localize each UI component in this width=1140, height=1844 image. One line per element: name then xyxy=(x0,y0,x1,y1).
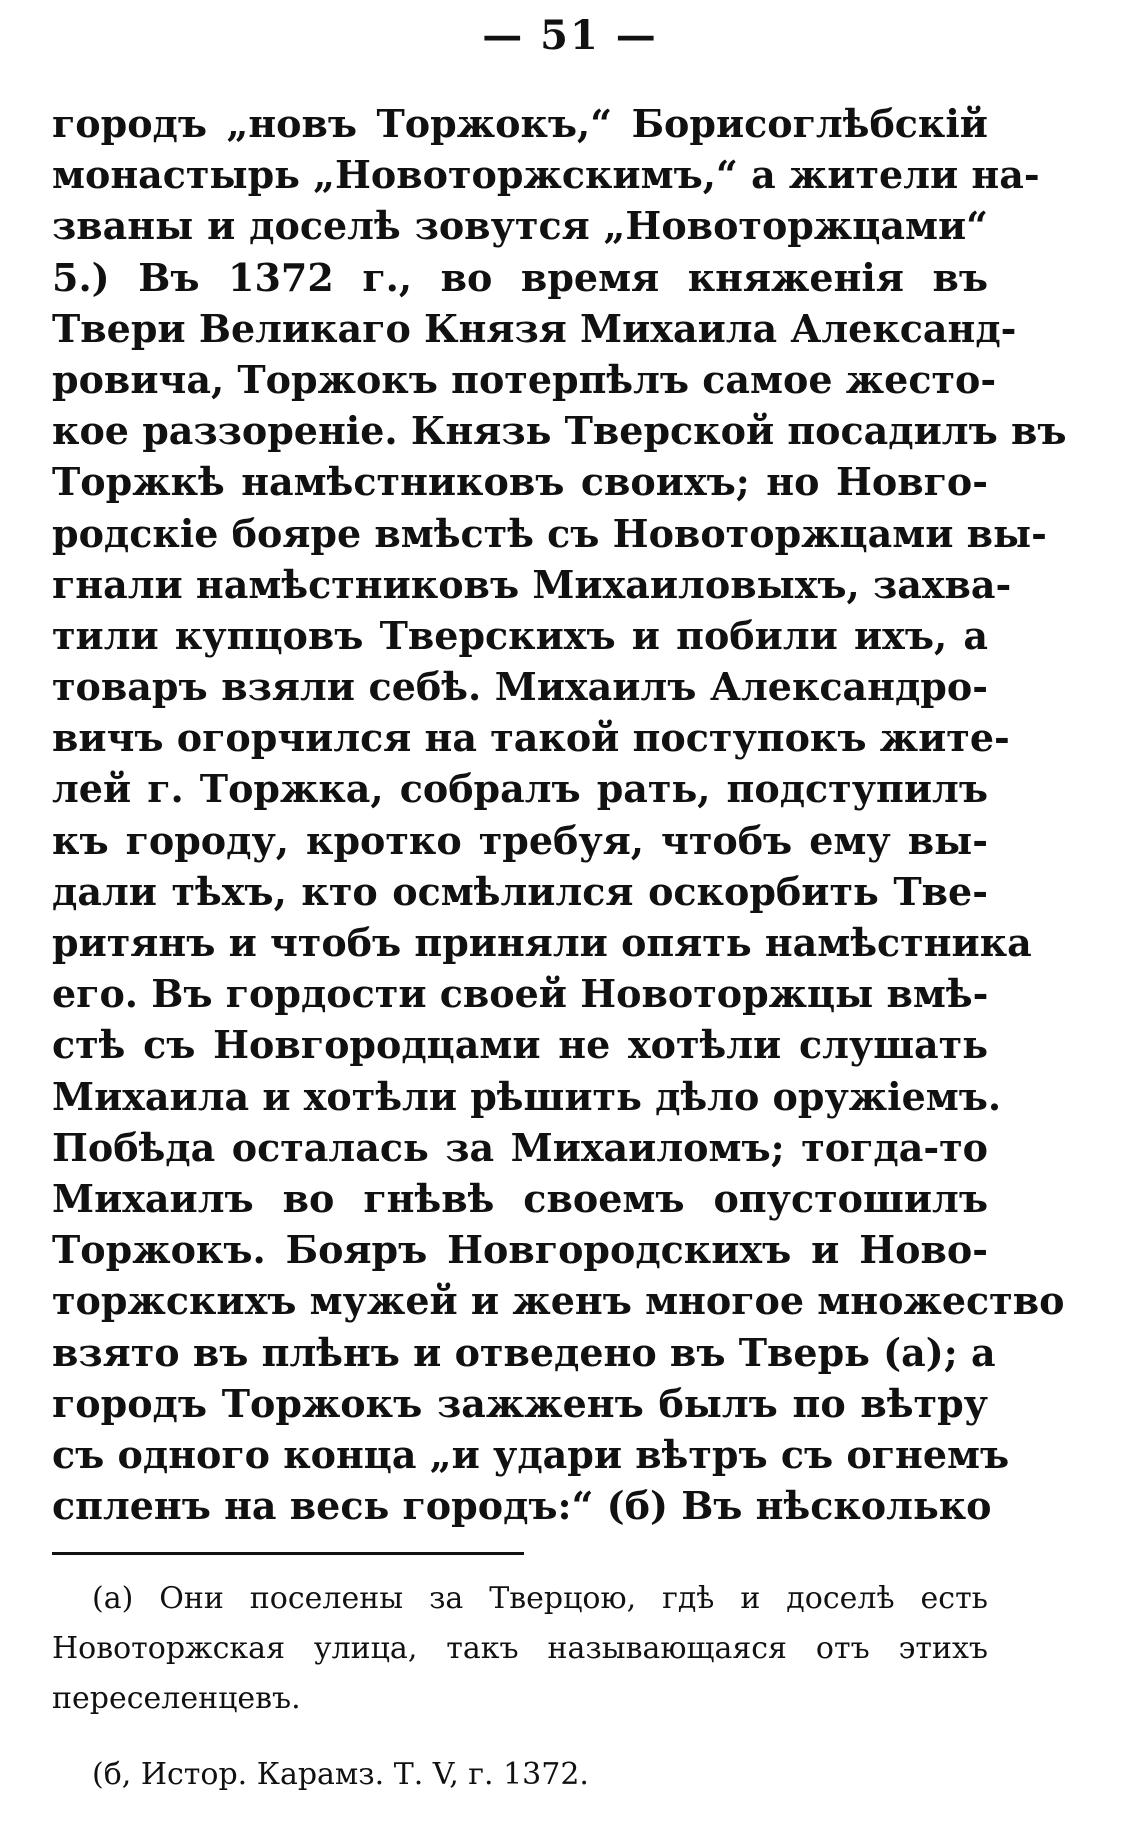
text-line: товаръ взяли себѣ. Михаилъ Александро- xyxy=(52,664,988,710)
text-line: его. Въ гордости своей Новоторжцы вмѣ- xyxy=(52,971,989,1017)
footnote-a-line: (а) Они поселены за Тверцою, гдѣ и доселѣ есть xyxy=(92,1581,988,1616)
text-line: Михаилъ во гнѣвѣ своемъ опустошилъ xyxy=(52,1175,988,1221)
text-line: городъ Торжокъ зажженъ былъ по вѣтру xyxy=(52,1380,988,1426)
text-line: ритянъ и чтобъ приняли опять намѣстника xyxy=(52,920,1032,965)
text-line: къ городу, кротко требуя, чтобъ ему вы- xyxy=(52,817,988,863)
footnote-b: (б, Истор. Карамз. Т. V, г. 1372. xyxy=(92,1757,589,1792)
text-line: Побѣда осталась за Михаиломъ; тогда-то xyxy=(52,1124,988,1170)
text-line: стѣ съ Новгородцами не хотѣли слушать xyxy=(52,1022,988,1068)
footnote-divider xyxy=(52,1552,524,1555)
text-line: тили купцовъ Тверскихъ и побили ихъ, а xyxy=(52,612,988,658)
text-line: городъ „новъ Торжокъ,“ Борисоглѣбскій xyxy=(52,101,988,146)
text-line: Михаила и хотѣли рѣшить дѣло оружіемъ. xyxy=(52,1073,1002,1119)
text-line: Торжкѣ намѣстниковъ своихъ; но Новго- xyxy=(52,459,988,505)
text-line: Твери Великаго Князя Михаила Александ- xyxy=(52,305,1017,351)
footnotes xyxy=(52,1574,988,1800)
footnote-a-line: Новоторжская улица, такъ называющаяся отъ этихъ xyxy=(52,1631,988,1666)
text-line: кое раззореніе. Князь Тверской посадилъ въ xyxy=(52,408,1067,454)
text-line: 5.) Въ 1372 г., во время княженія въ xyxy=(52,254,988,300)
text-line: ровича, Торжокъ потерпѣлъ самое жесто- xyxy=(52,356,997,402)
footnote-a-line: переселенцевъ. xyxy=(52,1681,301,1716)
text-line: вичъ огорчился на такой поступокъ жите- xyxy=(52,715,1010,761)
text-line: родскіе бояре вмѣстѣ съ Новоторжцами вы- xyxy=(52,510,1047,556)
text-line: гнали намѣстниковъ Михаиловыхъ, захва- xyxy=(52,561,1012,607)
text-line: спленъ на весь городъ:“ (б) Въ нѣсколько xyxy=(52,1483,992,1529)
text-line: дали тѣхъ, кто осмѣлился оскорбить Тве- xyxy=(52,868,988,914)
body-text xyxy=(52,98,1067,1531)
text-line: монастырь „Новоторжскимъ,“ а жители на- xyxy=(52,152,1040,198)
text-line: съ одного конца „и удари вѣтръ съ огнемъ xyxy=(52,1431,1010,1477)
text-line: торжскихъ мужей и женъ многое множество xyxy=(52,1278,1065,1324)
text-line: званы и доселѣ зовутся „Новоторжцами“ xyxy=(52,203,988,249)
text-line: лей г. Торжка, собралъ рать, подступилъ xyxy=(52,766,988,812)
text-line: Торжокъ. Бояръ Новгородскихъ и Ново- xyxy=(52,1227,988,1273)
page-number: — 51 — xyxy=(482,12,658,59)
text-line: взято въ плѣнъ и отведено въ Тверь (а); а xyxy=(52,1329,996,1375)
